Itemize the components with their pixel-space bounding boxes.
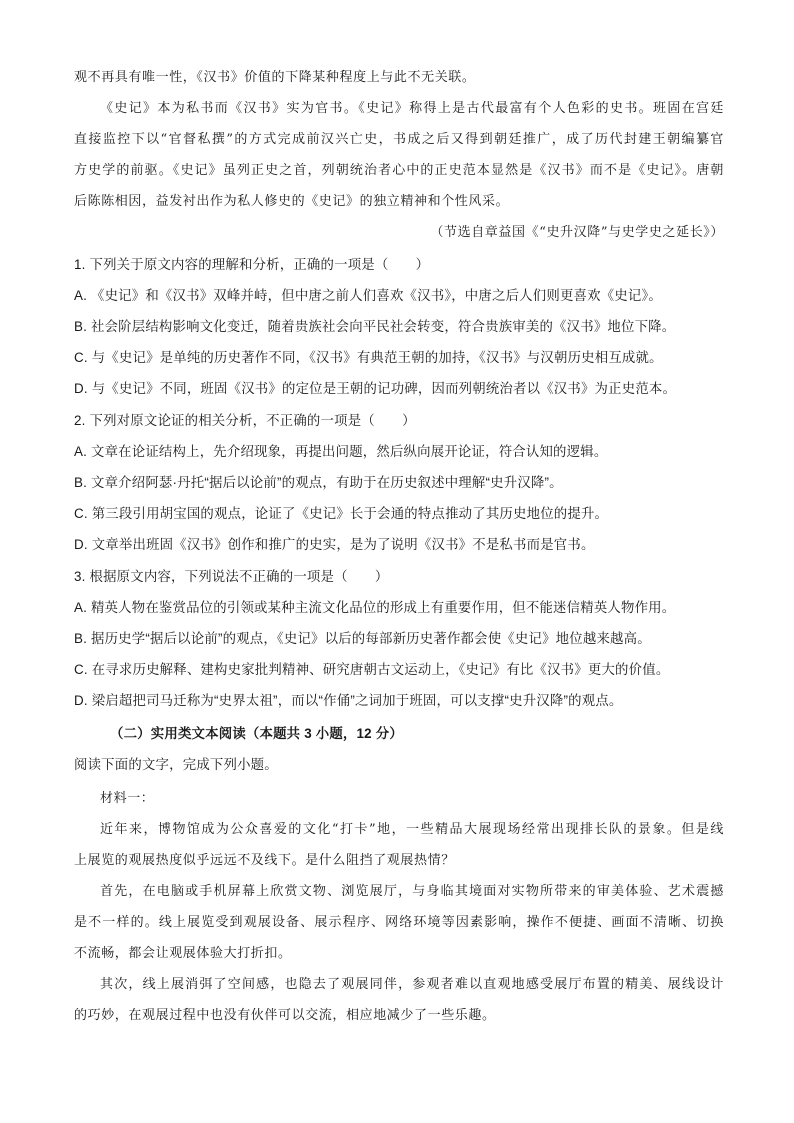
question-option: B. 社会阶层结构影响文化变迁，随着贵族社会向平民社会转变，符合贵族审美的《汉书》地位下降。 bbox=[74, 319, 676, 334]
passage-line: 后陈陈相因，益发衬出作为私人修史的《史记》的独立精神和个性风采。 bbox=[74, 194, 510, 209]
section-heading: （二）实用类文本阅读（本题共 3 小题，12 分） bbox=[110, 726, 403, 741]
question-option: A. 精英人物在鉴赏品位的引领或某种主流文化品位的形成上有重要作用，但不能迷信精英人物作用。 bbox=[74, 600, 676, 615]
question-stem: 3. 根据原文内容，下列说法不正确的一项是（ ） bbox=[74, 569, 389, 584]
material-label: 材料一： bbox=[100, 791, 155, 806]
question-option: D. 梁启超把司马迁称为“史界太祖”，而以“作俑”之词加于班固，可以支撑“史升汉降”的观点。 bbox=[74, 693, 623, 708]
question-stem: 2. 下列对原文论证的相关分析，不正确的一项是（ ） bbox=[74, 413, 416, 428]
question-option: C. 第三段引用胡宝国的观点，论证了《史记》长于会通的特点推动了其历史地位的提升。 bbox=[74, 506, 609, 521]
question-option: C. 在寻求历史解释、建构史家批判精神、研究唐朝古文运动上，《史记》有比《汉书》更大的价值。 bbox=[74, 662, 670, 677]
material-line: 首先，在电脑或手机屏幕上欣赏文物、浏览展厅，与身临其境面对实物所带来的审美体验、艺术震撼 bbox=[100, 884, 724, 899]
material-line: 其次，线上展消弭了空间感，也隐去了观展同伴，参观者难以直观地感受展厅布置的精美、展线设计 bbox=[100, 977, 724, 992]
material-line: 是不一样的。线上展览受到观展设备、展示程序、网络环境等因素影响，操作不便捷、画面不清晰、切换 bbox=[74, 915, 724, 930]
material-line: 近年来，博物馆成为公众喜爱的文化“打卡”地，一些精品大展现场经常出现排长队的景象。但是线 bbox=[100, 822, 724, 837]
question-option: D. 与《史记》不同，班固《汉书》的定位是王朝的记功碑，因而列朝统治者以《汉书》为正史范本。 bbox=[74, 381, 677, 396]
section-instruction: 阅读下面的文字，完成下列小题。 bbox=[74, 757, 278, 772]
passage-line: 方史学的前驱。《史记》虽列正史之首，列朝统治者心中的正史范本显然是《汉书》而不是《史记》。唐朝 bbox=[74, 163, 724, 178]
passage-line: 《史记》本为私书而《汉书》实为官书。《史记》称得上是古代最富有个人色彩的史书。班固在宫廷 bbox=[100, 101, 724, 116]
question-option: D. 文章举出班固《汉书》创作和推广的史实，是为了说明《汉书》不是私书而是官书。 bbox=[74, 537, 595, 552]
material-line: 上展览的观展热度似乎远远不及线下。是什么阻挡了观展热情？ bbox=[74, 853, 455, 868]
question-option: A. 《史记》和《汉书》双峰并峙，但中唐之前人们喜欢《汉书》，中唐之后人们则更喜欢《史记》。 bbox=[74, 288, 662, 303]
question-option: B. 文章介绍阿瑟·丹托“据后以论前”的观点，有助于在历史叙述中理解“史升汉降”。 bbox=[74, 475, 563, 490]
question-stem: 1. 下列关于原文内容的理解和分析，正确的一项是（ ） bbox=[74, 257, 430, 272]
material-line: 的巧妙，在观展过程中也没有伙伴可以交流，相应地减少了一些乐趣。 bbox=[74, 1008, 496, 1023]
question-option: C. 与《史记》是单纯的历史著作不同，《汉书》有典范王朝的加持，《汉书》与汉朝历史相互成就。 bbox=[74, 350, 663, 365]
question-option: B. 据历史学“据后以论前”的观点，《史记》以后的每部新历史著作都会使《史记》地位越来越高。 bbox=[74, 631, 651, 646]
material-line: 不流畅，都会让观展体验大打折扣。 bbox=[74, 946, 292, 961]
passage-line: 直接监控下以“官督私撰”的方式完成前汉兴亡史，书成之后又得到朝廷推广，成了历代封建王朝编纂官 bbox=[74, 132, 724, 147]
passage-source: （节选自章益国《“史升汉降”与史学史之延长》） bbox=[430, 225, 724, 240]
question-option: A. 文章在论证结构上，先介绍现象，再提出问题，然后纵向展开论证，符合认知的逻辑。 bbox=[74, 444, 608, 459]
passage-line: 观不再具有唯一性，《汉书》价值的下降某种程度上与此不无关联。 bbox=[74, 70, 476, 85]
